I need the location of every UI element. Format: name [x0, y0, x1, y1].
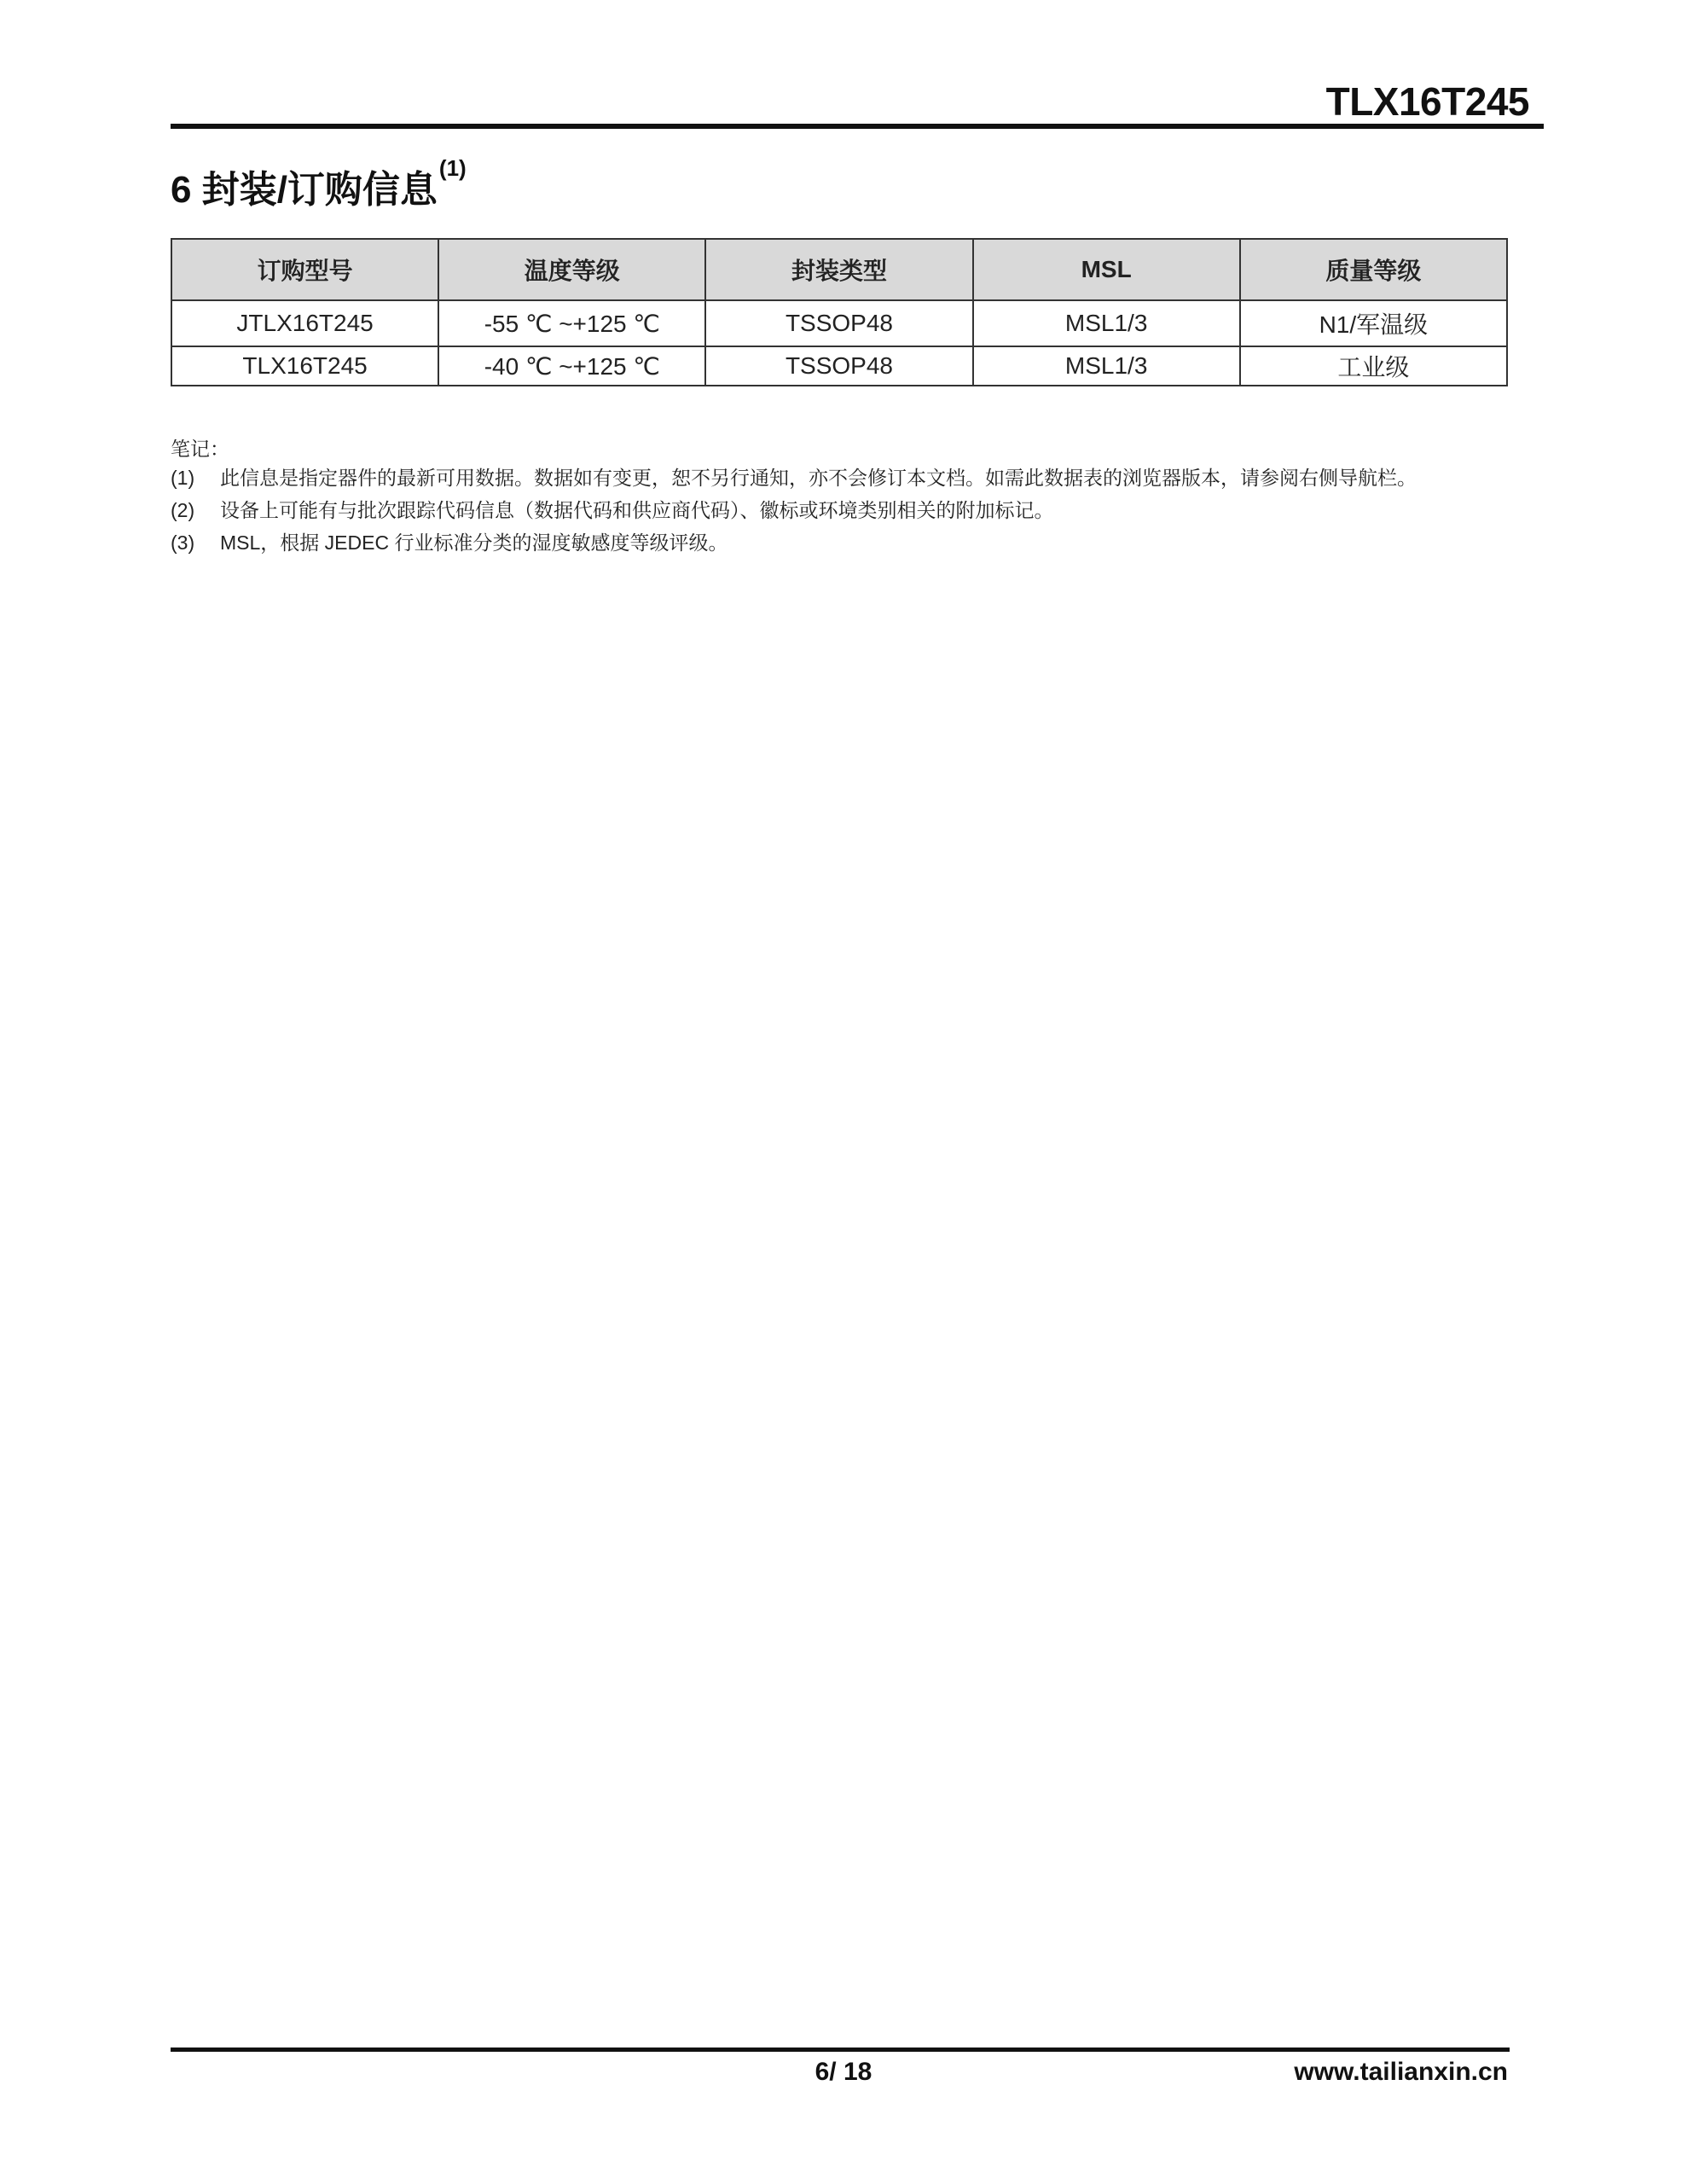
- notes-section: [171, 435, 1514, 561]
- cell-part-number: TLX16T245: [171, 346, 438, 386]
- header-temperature: 温度等级: [438, 239, 705, 300]
- header-quality: 质量等级: [1240, 239, 1507, 300]
- table-row: [171, 300, 1507, 346]
- cell-msl: MSL1/3: [973, 300, 1240, 346]
- table-row: [171, 346, 1507, 386]
- ordering-info-table: [171, 238, 1508, 386]
- header-msl: MSL: [973, 239, 1240, 300]
- cell-msl: MSL1/3: [973, 346, 1240, 386]
- cell-part-number: JTLX16T245: [171, 300, 438, 346]
- cell-package: TSSOP48: [705, 300, 972, 346]
- note-number: (3): [171, 531, 195, 554]
- note-number: (1): [171, 467, 195, 489]
- note-item: [171, 529, 1514, 556]
- section-title-text: 6 封装/订购信息: [171, 169, 438, 211]
- note-item: [171, 464, 1514, 491]
- cell-temperature: -55 ℃ ~+125 ℃: [438, 300, 705, 346]
- header-divider: [171, 124, 1544, 129]
- note-number: (2): [171, 499, 195, 521]
- website-link[interactable]: www.tailianxin.cn: [1294, 2058, 1508, 2086]
- header-package: 封装类型: [705, 239, 972, 300]
- section-title: [171, 155, 467, 213]
- table-header-row: [171, 239, 1507, 300]
- document-title: TLX16T245: [1325, 79, 1529, 124]
- cell-package: TSSOP48: [705, 346, 972, 386]
- cell-quality: N1/军温级: [1240, 300, 1507, 346]
- cell-quality: 工业级: [1240, 346, 1507, 386]
- note-text: MSL，根据 JEDEC 行业标准分类的湿度敏感度等级评级。: [220, 531, 728, 554]
- cell-temperature: -40 ℃ ~+125 ℃: [438, 346, 705, 386]
- header-part-number: 订购型号: [171, 239, 438, 300]
- note-text: 设备上可能有与批次跟踪代码信息（数据代码和供应商代码）、徽标或环境类别相关的附加标记。: [220, 499, 1054, 521]
- note-text: 此信息是指定器件的最新可用数据。数据如有变更，恕不另行通知，亦不会修订本文档。如需此数据表的浏览器版本，请参阅右侧导航栏。: [220, 467, 1417, 489]
- note-item: [171, 497, 1514, 524]
- page-number: 6/ 18: [815, 2058, 872, 2086]
- footer-divider: [171, 2048, 1510, 2052]
- section-title-footnote: (1): [438, 155, 467, 181]
- notes-label: 笔记：: [171, 438, 229, 460]
